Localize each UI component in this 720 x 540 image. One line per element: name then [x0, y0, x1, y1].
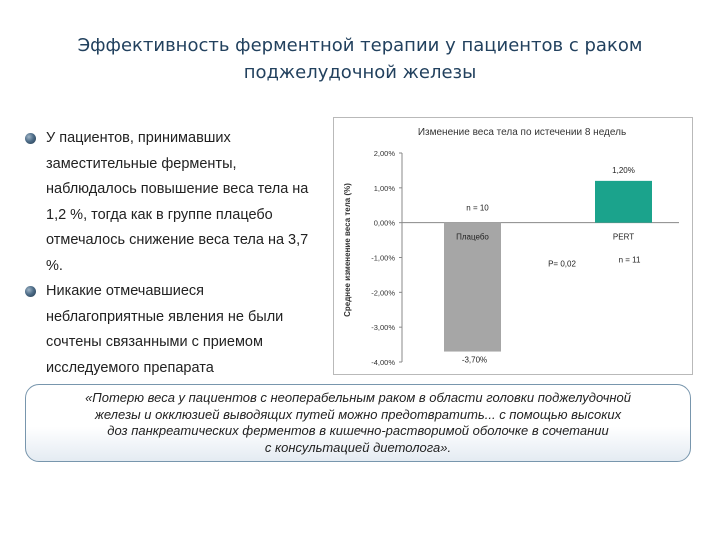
bar	[595, 181, 652, 223]
bullet-item	[24, 279, 324, 381]
n-label: n = 11	[618, 255, 641, 265]
quote-line-1: «Потерю веса у пациентов с неоперабельным раком в области головки поджелудочной	[85, 390, 631, 405]
category-label: PERT	[612, 232, 635, 242]
y-axis-label: Среднее изменение веса тела (%)	[343, 183, 352, 317]
bar	[444, 223, 501, 352]
p-value-label: P= 0,02	[548, 259, 576, 269]
quote-line-4: с консультацией диетолога».	[264, 439, 452, 455]
weight-change-chart	[333, 117, 693, 375]
n-label: n = 10	[466, 203, 489, 213]
y-tick-label: 2,00%	[373, 149, 395, 158]
category-label: Плацебо	[456, 232, 489, 242]
bullet-icon	[25, 286, 36, 297]
y-tick-label: -3,00%	[371, 323, 395, 333]
bullet-list	[24, 126, 324, 381]
bullet-text: У пациентов, принимавших заместительные ферменты, наблюдалось повышение веса тела на 1,2 %, тогда как в группе плацебо отмечалось снижение веса тела на 3,7 %.	[46, 130, 309, 274]
chart-svg	[334, 118, 692, 374]
y-tick-label: -2,00%	[371, 288, 395, 298]
quote-box	[25, 384, 691, 462]
bullet-icon	[25, 133, 36, 144]
bullet-text: Никакие отмечавшиеся неблагоприятные явления не были сочтены связанными с приемом исследуемого препарата	[46, 283, 284, 376]
y-tick-label: -1,00%	[371, 253, 395, 263]
y-tick-label: 0,00%	[373, 218, 395, 228]
chart-title: Изменение веса тела по истечении 8 недель	[417, 127, 627, 138]
y-tick-label: -4,00%	[371, 358, 395, 367]
slide-title	[30, 32, 690, 86]
data-label: 1,20%	[612, 165, 635, 175]
y-tick-label: 1,00%	[373, 183, 395, 193]
slide-title-line-1: Эффективность ферментной терапии у пациентов с раком	[77, 35, 643, 56]
quote-text	[85, 390, 631, 456]
quote-line-2: железы и окклюзией выводящих путей можно предотвратить... с помощью высоких	[94, 406, 622, 422]
data-label: -3,70%	[461, 355, 488, 365]
slide-title-line-2: поджелудочной железы	[243, 62, 477, 83]
bullet-item	[24, 126, 324, 279]
quote-line-3: доз панкреатических ферментов в кишечно-растворимой оболочке в сочетании	[107, 423, 609, 438]
